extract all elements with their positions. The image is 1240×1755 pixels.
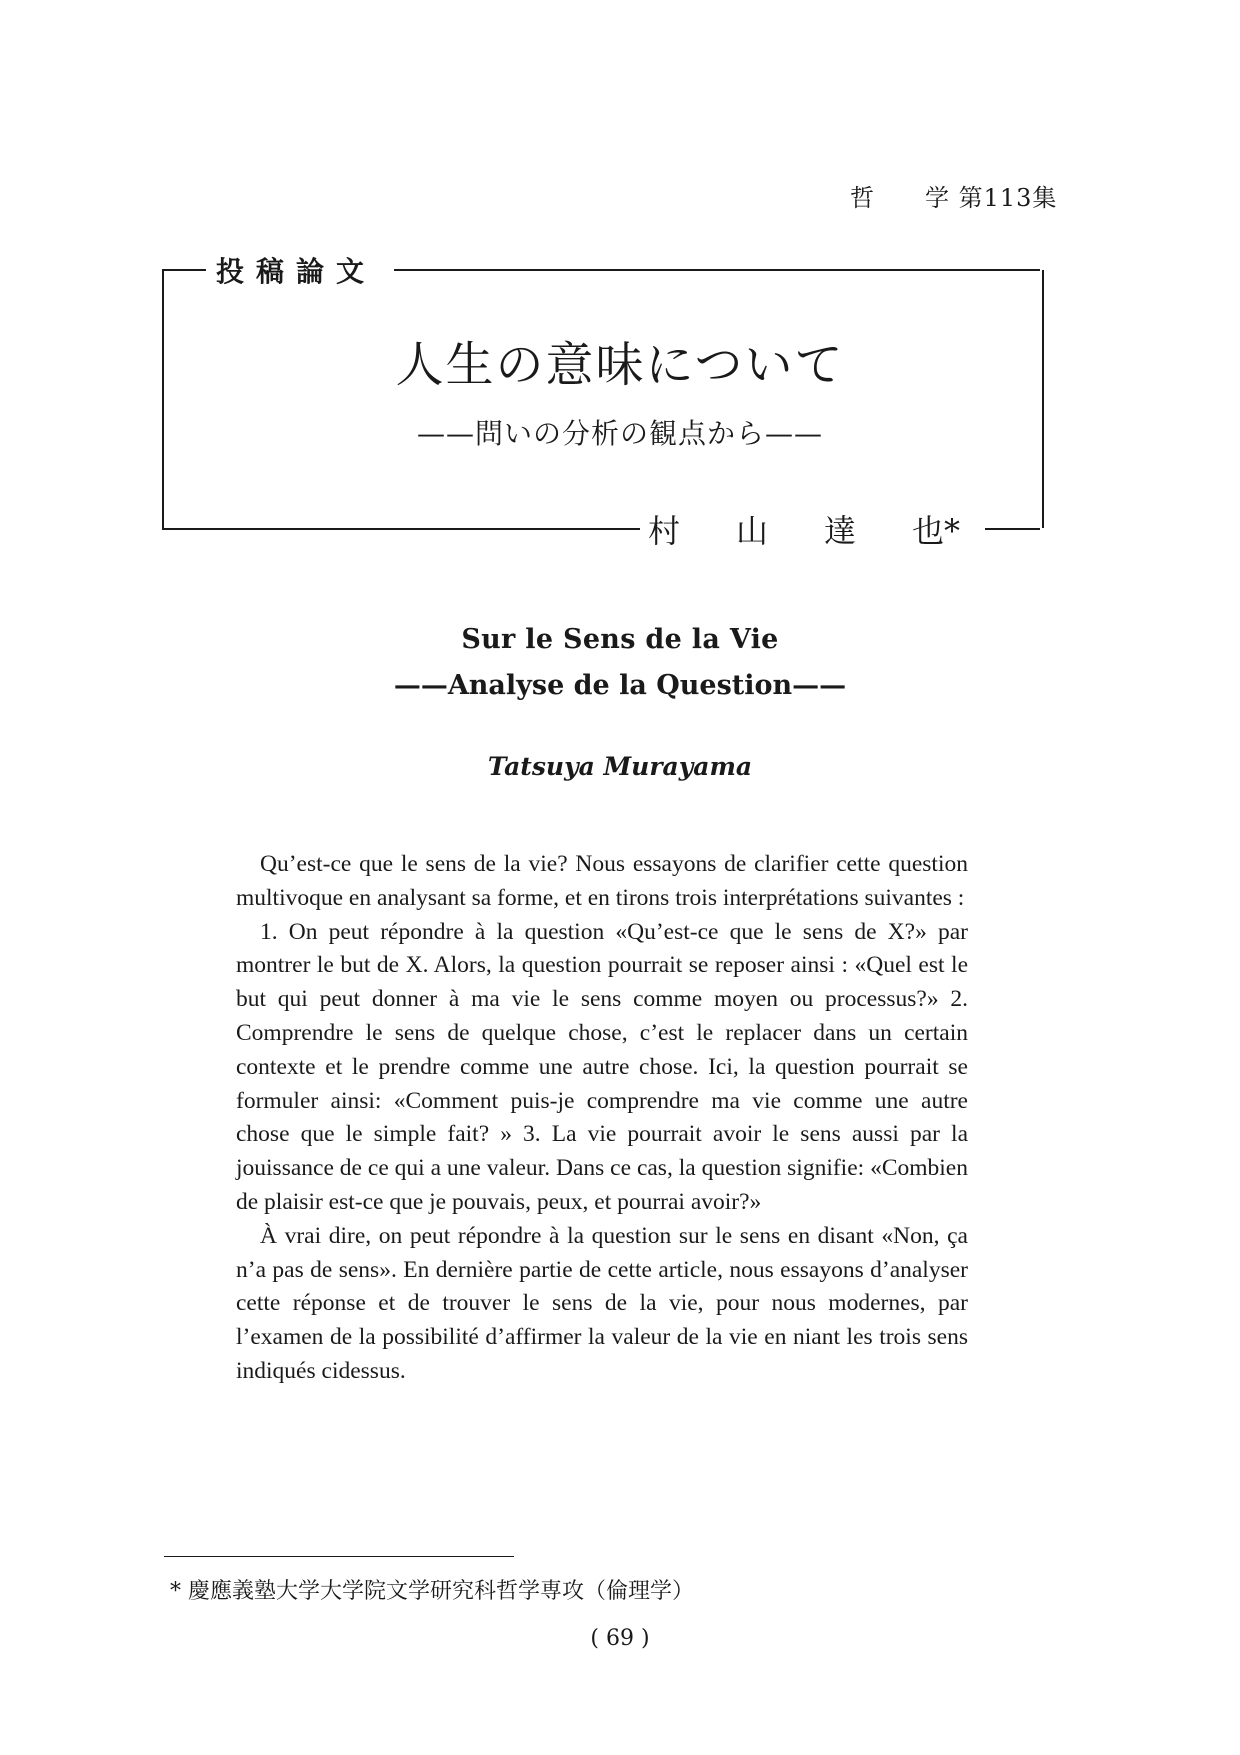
abstract: [236, 848, 968, 1389]
frame-bottom-rule-right: [985, 528, 1040, 530]
abstract-paragraph-1: Qu’est-ce que le sens de la vie? Nous essayons de clarifier cette question multivoque en analysant sa forme, et en tirons trois interprétations suivantes :: [236, 851, 968, 911]
footnote: * 慶應義塾大学大学院文学研究科哲学専攻（倫理学）: [170, 1579, 694, 1604]
frame-bottom-rule-left: [162, 528, 640, 530]
title-frame: [162, 270, 1044, 528]
author-char-3: 達: [824, 512, 857, 550]
journal-name-rest: 学 第113集: [925, 184, 1058, 212]
frame-top-rule-right: [394, 269, 1040, 271]
author-char-4: 也*: [912, 512, 961, 550]
abstract-paragraph-2: 1. On peut répondre à la question «Qu’est-ce que le sens de X?» par montrer le but de X. Alors, la question pourrait se reposer ainsi : «Quel est le but qui peut donner à ma vie le sens comme moyen ou processus?» 2. Comprendre le sens de quelque chose, c’est le replacer dans un certain contexte et le prendre comme une autre chose. Ici, la question pourrait se formuler ainsi: «Comment puis-je comprendre ma vie comme une autre chose que le simple fait? » 3. La vie pourrait avoir le sens aussi par la jouissance de ce qui a une valeur. Dans ce cas, la question signifie: «Combien de plaisir est-ce que je pouvais, peux, et pourrai avoir?»: [236, 918, 968, 1215]
french-subtitle: ——Analyse de la Question——: [393, 670, 847, 701]
journal-label: [850, 178, 1100, 213]
footnote-rule: [164, 1556, 514, 1557]
journal-name-first: 哲: [850, 184, 875, 212]
french-title: Sur le Sens de la Vie: [461, 624, 779, 655]
page-number: ( 69 ): [590, 1626, 650, 1651]
japanese-title: 人生の意味について: [395, 337, 845, 393]
japanese-author: [648, 506, 960, 552]
author-char-2: 山: [736, 512, 769, 550]
frame-top-rule-left: [162, 269, 206, 271]
abstract-paragraph-3: À vrai dire, on peut répondre à la question sur le sens en disant «Non, ça n’a pas de sens». En dernière partie de cette article, nous essayons d’analyser cette réponse et de trouver le sens de la vie, pour nous modernes, par l’examen de la possibilité d’affirmer la valeur de la vie en niant les trois sens indiqués cidessus.: [236, 1222, 968, 1384]
japanese-subtitle: ——問いの分析の観点から——: [416, 417, 823, 450]
author-char-1: 村: [648, 512, 681, 550]
article-category: 投稿論文: [216, 255, 377, 288]
french-author: Tatsuya Murayama: [487, 752, 753, 781]
